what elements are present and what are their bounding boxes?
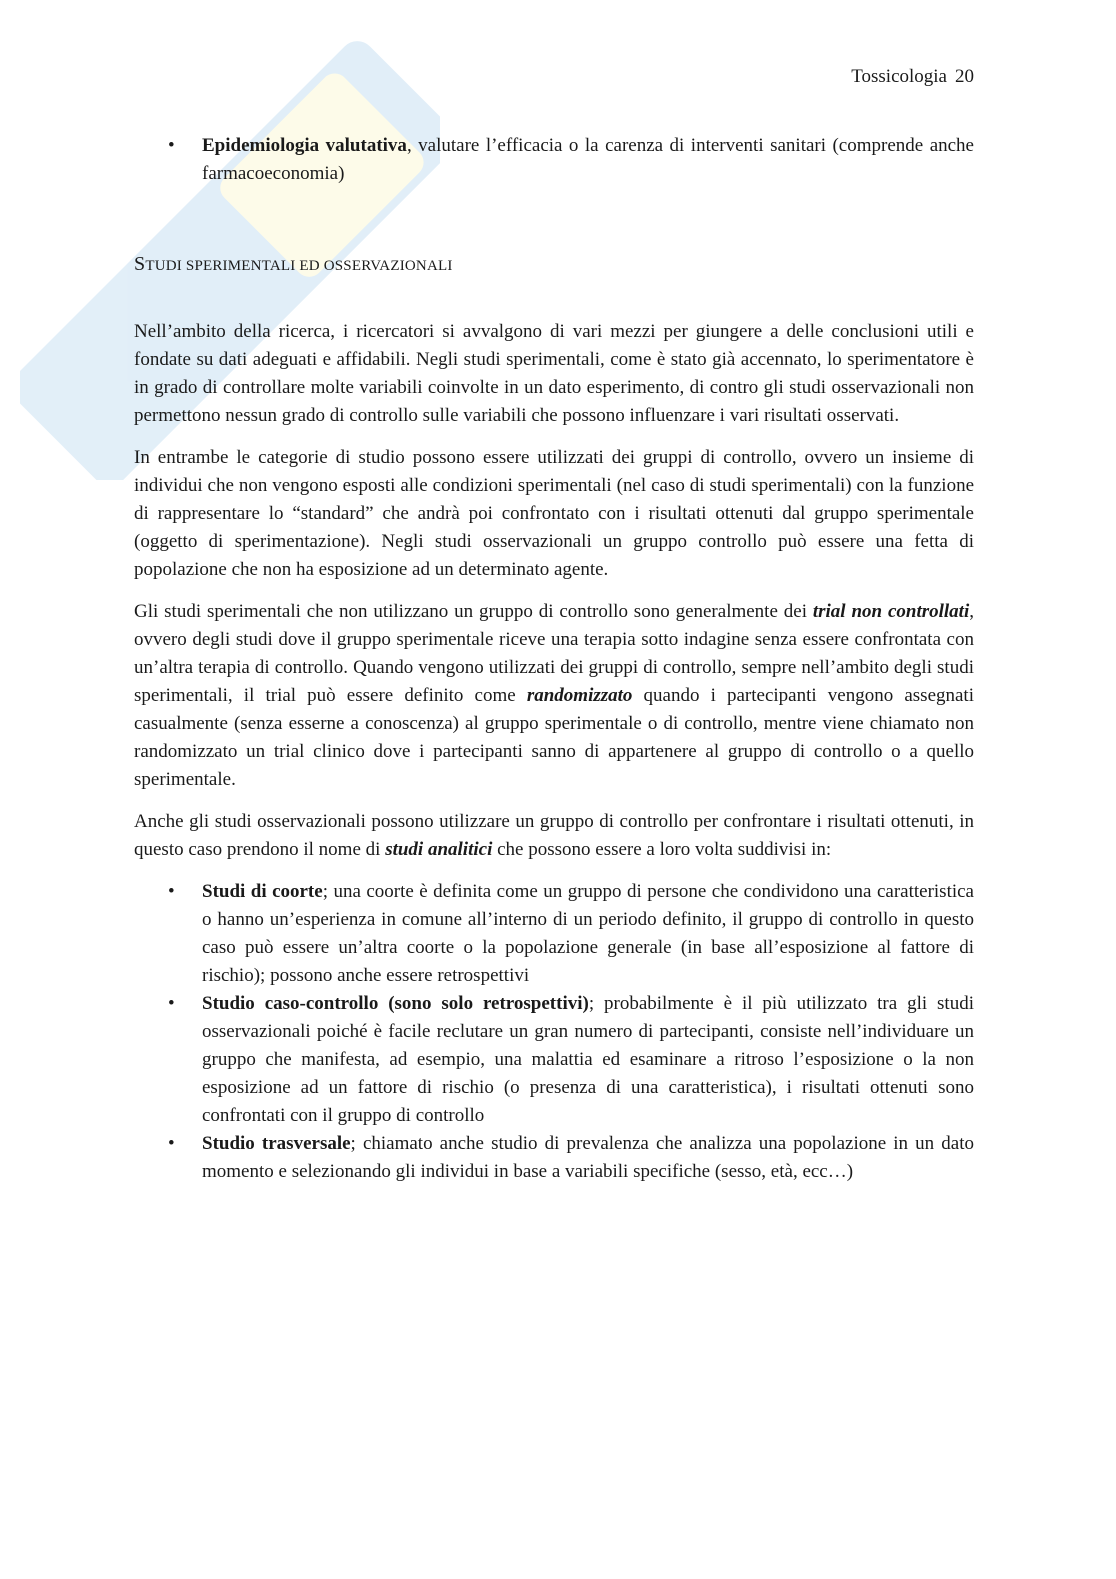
list-item-text: ; chiamato anche studio di prevalenza che analizza una popolazione in un dato momento e selezionando gli individui in base a variabili specifiche (sesso, età, ecc…) bbox=[202, 1133, 974, 1182]
list-item-term: Studio trasversale bbox=[202, 1133, 351, 1154]
bullet-icon: • bbox=[168, 881, 175, 902]
list-item bbox=[134, 1130, 974, 1186]
bullet-icon: • bbox=[168, 135, 175, 156]
list-item-text: ; una coorte è definita come un gruppo di persone che condividono una caratteristica o hanno un’esperienza in comune all’interno di un periodo definito, il gruppo di controllo in questo caso può essere un’altra coorte o la popolazione generale (in base all’esposizione al fattore di rischio); possono anche essere retrospettivi bbox=[202, 881, 974, 986]
list-item-term: Epidemiologia valutativa bbox=[202, 135, 407, 156]
bullet-icon: • bbox=[168, 993, 175, 1014]
paragraph-1: Nell’ambito della ricerca, i ricercatori si avvalgono di vari mezzi per giungere a delle conclusioni utili e fondate su dati adeguati e affidabili. Negli studi sperimentali, come è stato già accennato, lo sperimentatore è in grado di controllare molte variabili coinvolte in un dato esperimento, di contro gli studi osservazionali non permettono nessun grado di controllo sulle variabili che possono influenzare i vari risultati osservati. bbox=[134, 321, 974, 426]
header-title: Tossicologia bbox=[851, 66, 947, 87]
studies-bullet-list bbox=[134, 878, 974, 1186]
paragraph-4: Anche gli studi osservazionali possono utilizzare un gruppo di controllo per confrontare i risultati ottenuti, in questo caso prendono il nome di studi analitici che possono essere a loro volta suddivisi in: bbox=[134, 811, 974, 860]
bullet-icon: • bbox=[168, 1133, 175, 1154]
document-body bbox=[134, 132, 974, 1186]
list-item-text: , valutare l’efficacia o la carenza di interventi sanitari (comprende anche farmacoeconomia) bbox=[202, 135, 974, 184]
paragraph-2: In entrambe le categorie di studio possono essere utilizzati dei gruppi di controllo, ovvero un insieme di individui che non vengono esposti alle condizioni sperimentali (nel caso di studi sperimentali) con la funzione di rappresentare lo “standard” che andrà poi confrontato con i risultati ottenuti dal gruppo sperimentale (oggetto di sperimentazione). Negli studi osservazionali un gruppo controllo può essere una fetta di popolazione che non ha esposizione ad un determinato agente. bbox=[134, 447, 974, 580]
list-item bbox=[134, 878, 974, 990]
term-randomizzato: randomizzato bbox=[526, 685, 633, 706]
list-item-term: Studio caso-controllo (sono solo retrospettivi) bbox=[202, 993, 589, 1014]
term-studi-analitici: studi analitici bbox=[385, 839, 493, 860]
list-item-text: ; probabilmente è il più utilizzato tra gli studi osservazionali poiché è facile reclutare un gran numero di partecipanti, consiste nell’individuare un gruppo che manifesta, ad esempio, una malattia ed esaminare a ritroso l’esposizione o la non esposizione ad un fattore di rischio (o presenza di una caratteristica), i risultati ottenuti sono confrontati con il gruppo di controllo bbox=[202, 993, 974, 1126]
list-item-term: Studi di coorte bbox=[202, 881, 323, 902]
page-number: 20 bbox=[955, 66, 974, 87]
term-trial-non-controllati: trial non controllati bbox=[812, 601, 970, 622]
section-title: STUDI SPERIMENTALI ED OSSERVAZIONALI bbox=[134, 253, 453, 275]
page-header bbox=[851, 66, 974, 88]
intro-bullet-list bbox=[134, 132, 974, 188]
list-item bbox=[134, 990, 974, 1130]
paragraph-3: Gli studi sperimentali che non utilizzano un gruppo di controllo sono generalmente dei trial non controllati, ovvero degli studi dove il gruppo sperimentale riceve una terapia sotto indagine senza essere confrontata con un’altra terapia di controllo. Quando vengono utilizzati dei gruppi di controllo, sempre nell’ambito degli studi sperimentali, il trial può essere definito come randomizzato quando i partecipanti vengono assegnati casualmente (senza esserne a conoscenza) al gruppo sperimentale o di controllo, mentre viene chiamato non randomizzato un trial clinico dove i partecipanti sanno di appartenere al gruppo di controllo o a quello sperimentale. bbox=[134, 601, 974, 790]
list-item bbox=[134, 132, 974, 188]
